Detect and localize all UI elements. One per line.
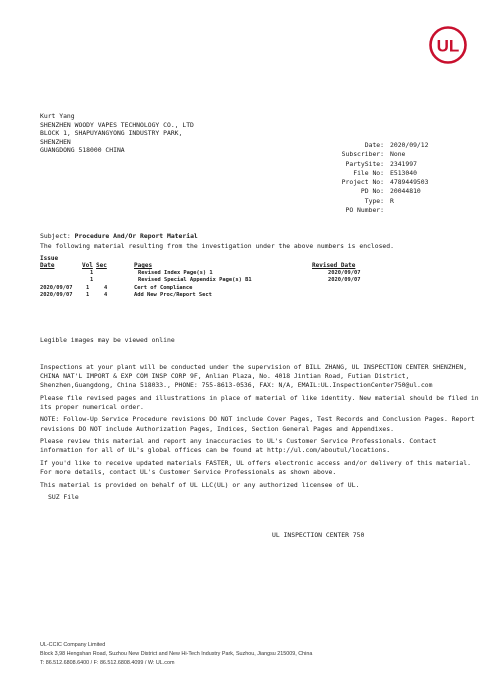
addressee-line: SHENZHEN WOODY VAPES TECHNOLOGY CO., LTD	[40, 120, 194, 129]
issue-table	[40, 255, 420, 299]
ref-label: Project No:	[341, 178, 384, 187]
header-revised-date: Revised Date	[312, 262, 356, 270]
cell-sec	[96, 270, 122, 277]
cell-date	[40, 277, 82, 284]
cell-sec: 4	[104, 292, 108, 299]
footer-address: Block 3,98 Hengshan Road, Suzhou New District and New Hi-Tech Industry Park, Suzhou, Jiangsu 215009, China	[40, 651, 313, 657]
cell-pages: Cert of Compliance	[134, 284, 193, 291]
cell-sec	[96, 277, 122, 284]
subject-intro: The following material resulting from the investigation under the above numbers is enclosed.	[40, 241, 394, 250]
header-sec: Sec	[96, 262, 107, 270]
addressee-line: BLOCK 1, SHAPUYANGYONG INDUSTRY PARK,	[40, 129, 183, 138]
header-date: Date	[40, 262, 55, 270]
cell-revised-date: 2020/09/07	[328, 277, 361, 284]
addressee-block	[40, 112, 194, 155]
cell-revised-date	[312, 292, 392, 299]
ref-value: 2020/09/12	[390, 141, 429, 149]
cell-date	[40, 270, 82, 277]
table-row	[40, 292, 420, 299]
legible-images-note: Legible images may be viewed online	[40, 336, 175, 344]
paragraph-note: NOTE: Follow-Up Service Procedure revisions DO NOT include Cover Pages, Test Records and Conclusion Pages. Report revisions DO NOT include Authorization Pages, Indices, Section General Pages and Appendixes.	[40, 415, 475, 433]
cell-revised-date	[312, 285, 392, 292]
footer	[40, 641, 312, 668]
cell-pages: Add New Proc/Report Sect	[134, 292, 212, 299]
ref-row-subscriber	[270, 150, 428, 159]
header-pages: Pages	[134, 262, 153, 270]
logo-text: UL	[436, 36, 460, 56]
inspection-center: UL INSPECTION CENTER 750	[272, 531, 365, 539]
addressee-line: SHENZHEN	[40, 137, 71, 146]
paragraph-review: Please review this material and report any inaccuracies to UL's Customer Service Professionals. Contact information for all of UL's global offices can be found at http://ul.com/aboutul/locations.	[40, 437, 437, 455]
subject-prefix: Subject:	[40, 232, 71, 240]
ref-value: 4789449503	[390, 178, 429, 187]
paragraph-file-pages: Please file revised pages and illustrations in place of material of like identity. New material should be filed in its proper numerical order.	[40, 393, 479, 411]
ref-row-partysite	[270, 160, 428, 169]
ref-label: Type:	[364, 196, 384, 205]
ref-label: Date:	[364, 141, 384, 149]
table-row	[40, 277, 420, 284]
paragraph-electronic: If you'd like to receive updated materials FASTER, UL offers electronic access and/or delivery of this material. For more details, contact UL's Customer Service Professionals as shown above.	[40, 458, 471, 476]
footer-contact: T: 86.512.6808.6400 / F: 86.512.6808.4099 / W: UL.com	[40, 660, 175, 666]
paragraph-inspections: Inspections at your plant will be conducted under the supervision of BILL ZHANG, UL INSPECTION CENTER SHENZHEN, CHINA NAT'L IMPORT & EXP COM INSP CORP 9F, Anlian Plaza, No. 4018 Jintian Road, Futian District, Shenzhen,Guangdong, China 518033., PHONE: 755-8613-0536, FAX: N/A, EMAIL:UL.InspectionCenter750@ul.com	[40, 363, 468, 390]
subject-block	[40, 232, 470, 251]
cell-sec: 4	[104, 284, 108, 291]
ref-value: None	[390, 150, 406, 159]
ref-label: PartySite:	[345, 159, 384, 168]
subject-title: Procedure And/Or Report Material	[74, 232, 198, 240]
ul-logo	[428, 25, 468, 65]
cell-vol: 1	[86, 284, 90, 291]
body-paragraphs	[40, 363, 480, 502]
cell-date: 2020/09/07	[40, 284, 73, 291]
ref-row-pd-no	[270, 187, 428, 196]
addressee-line: GUANGDONG 518000 CHINA	[40, 146, 125, 155]
cell-vol: 1	[90, 277, 94, 284]
ref-label: File No:	[353, 168, 384, 177]
ref-value: 2341997	[390, 159, 417, 168]
ref-row-date	[270, 141, 428, 150]
suz-file: SUZ File	[48, 493, 79, 502]
table-header	[40, 262, 420, 269]
cell-pages: Revised Index Page(s) 1	[138, 269, 213, 276]
addressee-line: Kurt Yang	[40, 112, 75, 120]
ref-value: R	[390, 196, 394, 205]
ref-row-file-no	[270, 169, 428, 178]
ref-label: PD No:	[360, 187, 384, 196]
ref-value: 20044810	[390, 187, 421, 196]
ref-row-po-number	[270, 206, 428, 215]
footer-company: UL-CCIC Company Limited	[40, 642, 106, 648]
cell-vol: 1	[90, 269, 94, 276]
table-row	[40, 285, 420, 292]
paragraph-behalf: This material is provided on behalf of UL LLC(UL) or any authorized licensee of UL.	[40, 480, 360, 489]
ref-row-type	[270, 197, 428, 206]
ref-label: Subscriber:	[341, 150, 384, 159]
cell-vol: 1	[86, 292, 90, 299]
header-vol: Vol	[82, 262, 93, 270]
cell-pages: Revised Special Appendix Page(s) B1	[138, 277, 252, 284]
table-row	[40, 270, 420, 277]
ref-label: PO Number:	[345, 206, 384, 215]
ref-value: E513040	[390, 168, 417, 177]
issue-label: Issue	[40, 255, 59, 262]
cell-revised-date: 2020/09/07	[328, 269, 361, 276]
reference-block	[270, 141, 428, 215]
ref-row-project-no	[270, 178, 428, 187]
cell-date: 2020/09/07	[40, 292, 73, 299]
